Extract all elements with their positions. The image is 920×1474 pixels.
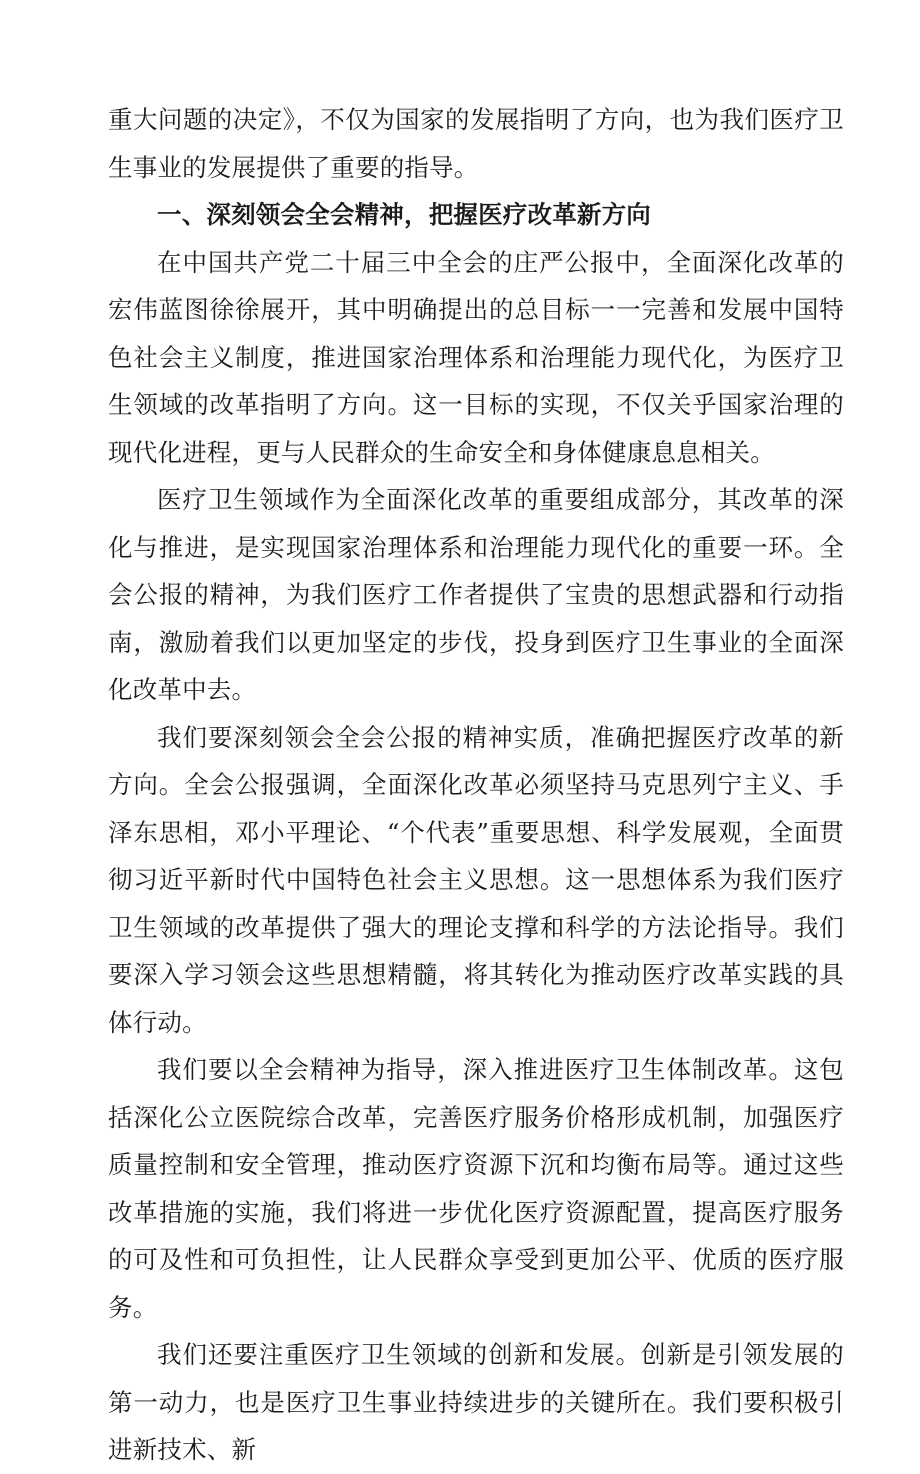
paragraph: 我们还要注重医疗卫生领域的创新和发展。创新是引领发展的第一动力，也是医疗卫生事业持续进步的关键所在。我们要积极引进新技术、新: [108, 1340, 844, 1464]
document-body: [108, 96, 844, 1474]
paragraph: 在中国共产党二十届三中全会的庄严公报中，全面深化改革的宏伟蓝图徐徐展开，其中明确提出的总目标一一完善和发展中国特色社会主义制度，推进国家治理体系和治理能力现代化，为医疗卫生领域的改革指明了方向。这一目标的实现，不仅关乎国家治理的现代化进程，更与人民群众的生命安全和身体健康息息相关。: [108, 247, 844, 467]
paragraph: 我们要深刻领会全会公报的精神实质，准确把握医疗改革的新方向。全会公报强调，全面深化改革必须坚持马克思列宁主义、手泽东思相，邓小平理论、“个代表”重要思想、科学发展观，全面贯彻习近平新时代中国特色社会主义思想。这一思想体系为我们医疗卫生领域的改革提供了强大的理论支撑和科学的方法论指导。我们要深入学习领会这些思想精髓，将其转化为推动医疗改革实践的具体行动。: [108, 722, 844, 1037]
section-heading: 一、深刻领会全会精神，把握医疗改革新方向: [157, 200, 651, 229]
paragraph: 我们要以全会精神为指导，深入推进医疗卫生体制改革。这包括深化公立医院综合改革，完善医疗服务价格形成机制，加强医疗质量控制和安全管理，推动医疗资源下沉和均衡布局等。通过这些改革措施的实施，我们将进一步优化医疗资源配置，提高医疗服务的可及性和可负担性，让人民群众享受到更加公平、优质的医疗服务。: [108, 1055, 844, 1322]
paragraph: 医疗卫生领域作为全面深化改革的重要组成部分，其改革的深化与推进，是实现国家治理体系和治理能力现代化的重要一环。全会公报的精神，为我们医疗工作者提供了宝贵的思想武器和行动指南，激励着我们以更加坚定的步伐，投身到医疗卫生事业的全面深化改革中去。: [108, 485, 844, 704]
paragraph-continuation: 重大问题的决定》，不仅为国家的发展指明了方向，也为我们医疗卫生事业的发展提供了重要的指导。: [108, 105, 844, 182]
